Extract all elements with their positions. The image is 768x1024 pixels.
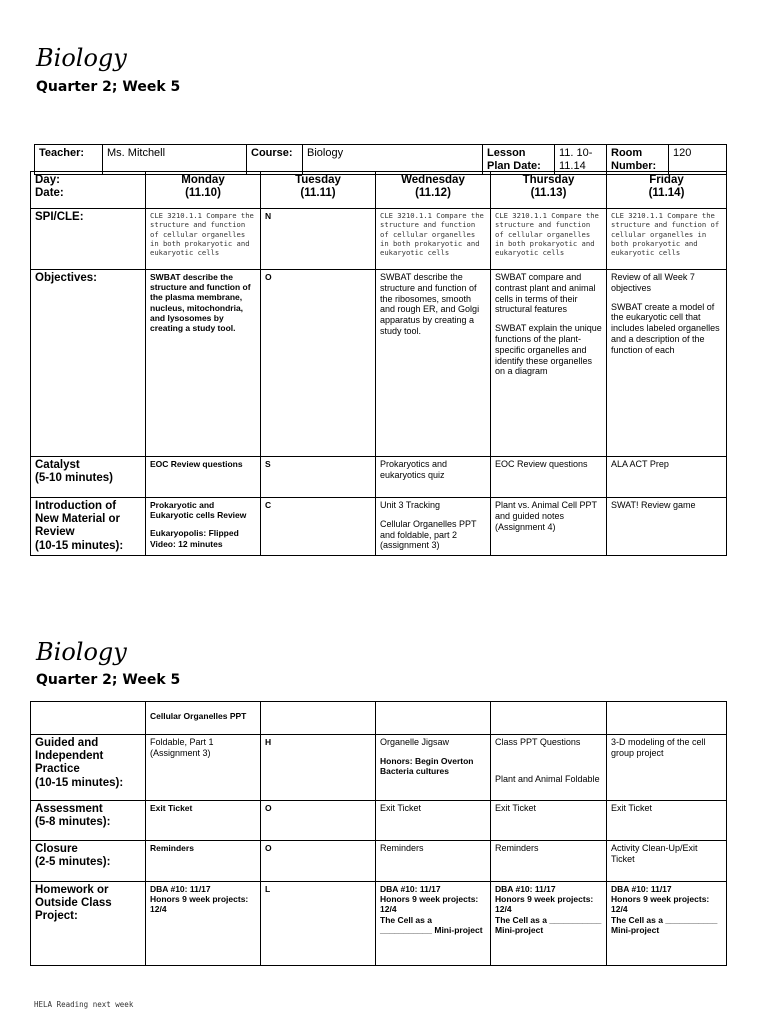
assessment-wednesday: Exit Ticket [376,801,491,841]
catalyst-monday: EOC Review questions [146,457,261,498]
homework-monday: DBA #10: 11/17 Honors 9 week projects: 12/4 [146,882,261,966]
teacher-label: Teacher: [35,145,103,175]
spi-tuesday: N [261,209,376,270]
guided-practice-label: Guided and Independent Practice (10-15 minutes): [31,735,146,801]
objectives-monday: SWBAT describe the structure and function of the plasma membrane, nucleus, mitochondria, and lysosomes by creating a study tool. [146,270,261,457]
guided-wednesday-2: Honors: Begin Overton Bacteria cultures [380,755,474,776]
blank-cell [261,702,376,735]
introduction-thursday: Plant vs. Animal Cell PPT and guided notes (Assignment 4) [491,498,607,556]
assessment-tuesday: O [261,801,376,841]
room-value: 120 [669,145,727,175]
closure-thursday: Reminders [491,841,607,882]
guided-wednesday [376,735,491,801]
subject-title-2: Biology [36,638,127,666]
lesson-date-value: 11. 10-11.14 [555,145,607,175]
guided-wednesday-1: Organelle Jigsaw [380,737,450,747]
course-value: Biology [303,145,483,175]
quarter-week-2: Quarter 2; Week 5 [36,672,181,688]
objective-friday-1: Review of all Week 7 objectives [611,272,695,293]
homework-wednesday: DBA #10: 11/17 Honors 9 week projects: 12/4 The Cell as a ___________ Mini-project [376,882,491,966]
day-monday: Monday (11.10) [146,172,261,209]
blank-cell [607,702,727,735]
guided-thursday-2: Plant and Animal Foldable [495,773,600,784]
introduction-wednesday [376,498,491,556]
guided-thursday [491,735,607,801]
day-date-label: Day: Date: [31,172,146,209]
intro-wednesday-2: Cellular Organelles PPT and foldable, part 2 (assignment 3) [380,518,477,551]
day-friday: Friday (11.14) [607,172,727,209]
objectives-friday [607,270,727,457]
intro-monday-2: Eukaryopolis: Flipped Video: 12 minutes [150,528,239,549]
catalyst-thursday: EOC Review questions [491,457,607,498]
catalyst-friday: ALA ACT Prep [607,457,727,498]
objective-friday-2: SWBAT create a model of the eukaryotic cell that includes labeled organelles and a description of the function of each [611,301,720,355]
catalyst-tuesday: S [261,457,376,498]
closure-label: Closure (2-5 minutes): [31,841,146,882]
assessment-label: Assessment (5-8 minutes): [31,801,146,841]
spi-label: SPI/CLE: [31,209,146,270]
blank-cell [491,702,607,735]
blank-cell [376,702,491,735]
assessment-friday: Exit Ticket [607,801,727,841]
introduction-label: Introduction of New Material or Review (10-15 minutes): [31,498,146,556]
day-thursday: Thursday (11.13) [491,172,607,209]
objectives-wednesday: SWBAT describe the structure and function of the ribosomes, smooth and rough ER, and Golgi apparatus by creating a study tool. [376,270,491,457]
subject-title: Biology [36,44,127,72]
closure-wednesday: Reminders [376,841,491,882]
introduction-tuesday: C [261,498,376,556]
introduction-monday [146,498,261,556]
closure-monday: Reminders [146,841,261,882]
homework-thursday: DBA #10: 11/17 Honors 9 week projects: 12/4 The Cell as a ___________ Mini-project [491,882,607,966]
introduction-friday: SWAT! Review game [607,498,727,556]
guided-thursday-1: Class PPT Questions [495,737,581,747]
catalyst-wednesday: Prokaryotics and eukaryotics quiz [376,457,491,498]
course-label: Course: [247,145,303,175]
footer-note: HELA Reading next week [34,1000,134,1009]
day-wednesday: Wednesday (11.12) [376,172,491,209]
closure-friday: Activity Clean-Up/Exit Ticket [607,841,727,882]
objectives-tuesday: O [261,270,376,457]
homework-friday: DBA #10: 11/17 Honors 9 week projects: 12/4 The Cell as a ___________ Mini-project [607,882,727,966]
guided-monday: Foldable, Part 1 (Assignment 3) [146,735,261,801]
intro-wednesday-1: Unit 3 Tracking [380,500,441,510]
intro-monday-1: Prokaryotic and Eukaryotic cells Review [150,500,247,521]
quarter-week: Quarter 2; Week 5 [36,79,181,95]
blank-cell [31,702,146,735]
spi-monday: CLE 3210.1.1 Compare the structure and function of cellular organelles in both prokaryotic and eukaryotic cells [146,209,261,270]
lesson-date-label: Lesson Plan Date: [483,145,555,175]
objectives-thursday [491,270,607,457]
objective-thursday-1: SWBAT compare and contrast plant and animal cells in terms of their structural features [495,272,596,315]
spi-wednesday: CLE 3210.1.1 Compare the structure and function of cellular organelles in both prokaryotic and eukaryotic cells [376,209,491,270]
assessment-monday: Exit Ticket [146,801,261,841]
plan-table-1 [30,171,727,556]
assessment-thursday: Exit Ticket [491,801,607,841]
spi-friday: CLE 3210.1.1 Compare the structure and function of cellular organelles in both prokaryotic and eukaryotic cells [607,209,727,270]
teacher-value: Ms. Mitchell [103,145,247,175]
homework-tuesday: L [261,882,376,966]
guided-tuesday: H [261,735,376,801]
plan-table-2 [30,701,727,966]
objectives-label: Objectives: [31,270,146,457]
homework-label: Homework or Outside Class Project: [31,882,146,966]
catalyst-label: Catalyst (5-10 minutes) [31,457,146,498]
room-label: Room Number: [607,145,669,175]
spi-thursday: CLE 3210.1.1 Compare the structure and function of cellular organelles in both prokaryotic and eukaryotic cells [491,209,607,270]
guided-friday: 3-D modeling of the cell group project [607,735,727,801]
top-monday: Cellular Organelles PPT [146,702,261,735]
day-tuesday: Tuesday (11.11) [261,172,376,209]
objective-thursday-2: SWBAT explain the unique functions of the plant-specific organelles and identify these organelles on a diagram [495,323,602,377]
closure-tuesday: O [261,841,376,882]
